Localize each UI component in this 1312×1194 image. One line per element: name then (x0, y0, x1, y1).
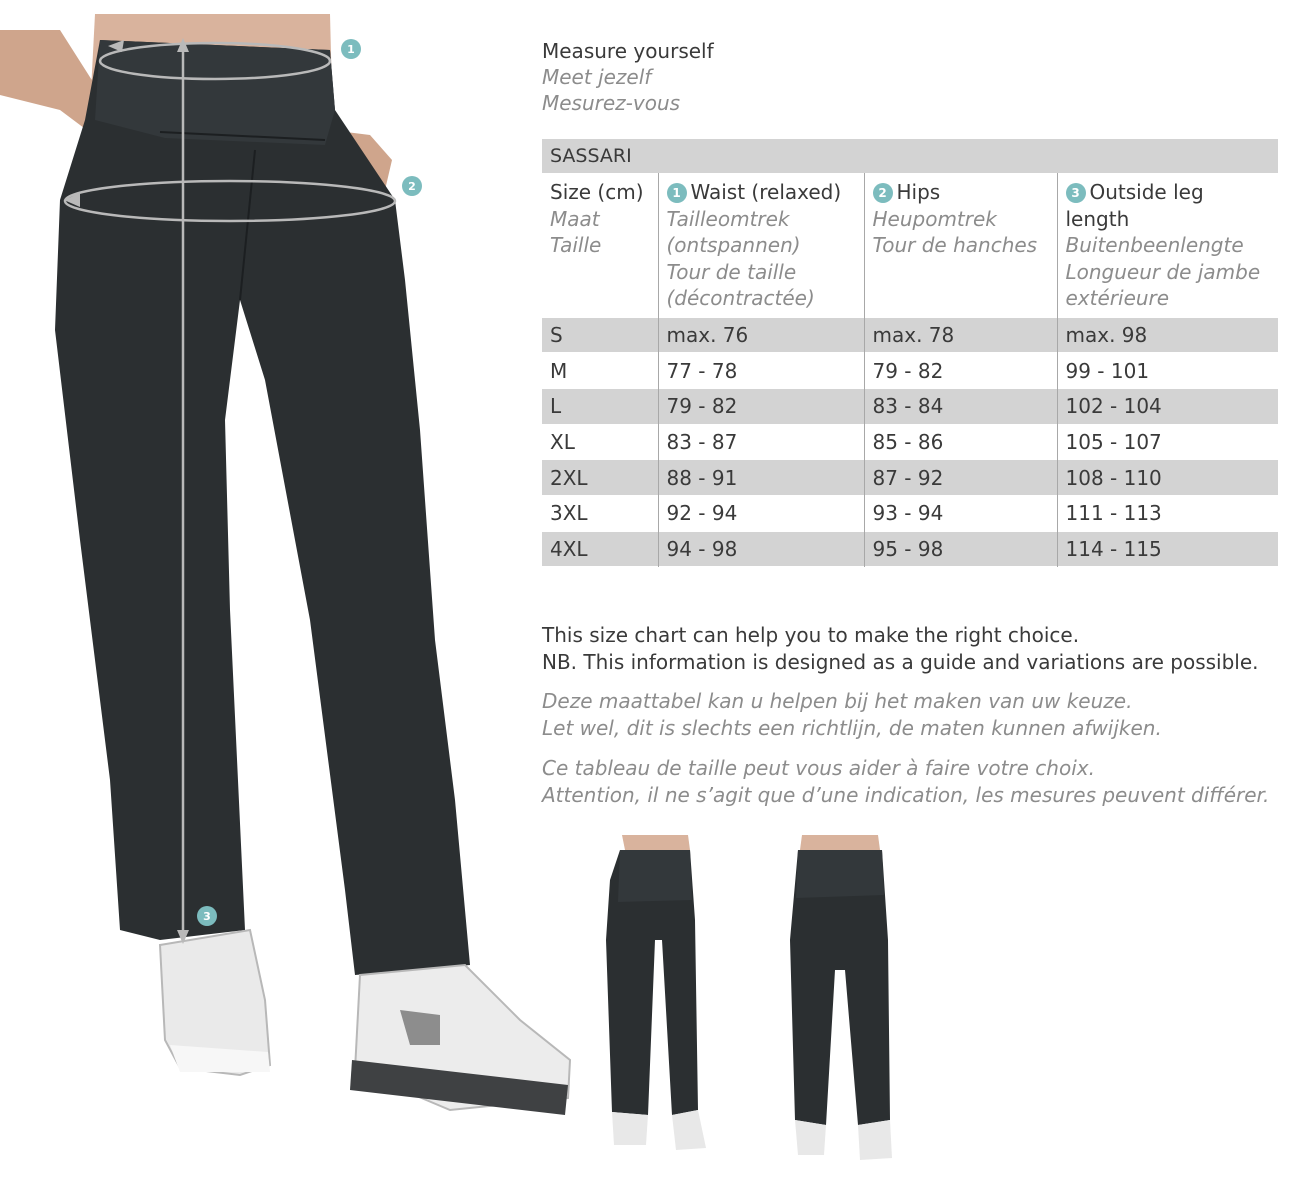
table-row (542, 495, 1278, 531)
table-header-row (542, 173, 1278, 318)
note-en: This size chart can help you to make the right choice. NB. This information is designed as a guide and variations are possible. (542, 623, 1259, 674)
table-cell: 114 - 115 (1057, 531, 1278, 567)
note-nl: Deze maattabel kan u helpen bij het maken van uw keuze. Let wel, dit is slechts een richtlijn, de maten kunnen afwijken. (542, 689, 1162, 740)
table-cell: 92 - 94 (658, 495, 864, 531)
waistband (95, 40, 335, 145)
header-size: Size (cm) Maat Taille (550, 180, 644, 257)
table-cell: 108 - 110 (1057, 460, 1278, 496)
size-rows (542, 318, 1278, 567)
table-cell: M (550, 358, 568, 383)
svg-text:1: 1 (347, 43, 355, 56)
svg-text:3: 3 (203, 910, 211, 923)
table-row (542, 318, 1278, 353)
table-cell: 83 - 87 (658, 424, 864, 460)
heading-nl: Meet jezelf (542, 65, 652, 89)
table-cell: S (542, 318, 658, 353)
table-cell: 99 - 101 (1057, 353, 1278, 389)
table-brand-row (542, 139, 1278, 173)
front-view-image (606, 835, 706, 1150)
hips-badge-icon: 2 (873, 183, 893, 203)
brand-name: SASSARI (542, 139, 1278, 173)
heading-fr: Mesurez-vous (542, 91, 681, 115)
table-cell: max. 98 (1057, 318, 1278, 353)
back-view-image (790, 835, 892, 1160)
table-cell: 102 - 104 (1057, 388, 1278, 424)
table-cell: 79 - 82 (658, 388, 864, 424)
table-cell: 111 - 113 (1057, 495, 1278, 531)
header-leg-length: 3 Outside leg length Buitenbeenlengte Longueur de jambe extérieure (1057, 173, 1278, 318)
table-row (542, 424, 1278, 460)
measure-heading (542, 38, 714, 116)
table-cell: XL (550, 429, 575, 454)
marker-2-icon (402, 176, 422, 196)
waist-badge-icon: 1 (667, 183, 687, 203)
heading-en: Measure yourself (542, 39, 714, 63)
leg-badge-icon: 3 (1066, 183, 1086, 203)
table-cell: 94 - 98 (658, 531, 864, 567)
table-cell: 3XL (550, 501, 588, 526)
table-cell: 85 - 86 (864, 424, 1057, 460)
table-cell: 2XL (542, 460, 658, 496)
table-cell: max. 78 (864, 318, 1057, 353)
table-cell: 4XL (542, 531, 658, 567)
marker-1-icon (341, 39, 361, 59)
note-fr: Ce tableau de taille peut vous aider à faire votre choix. Attention, il ne s’agit que d’une indication, les mesures peuvent différer. (542, 756, 1270, 807)
table-cell: 88 - 91 (658, 460, 864, 496)
right-sneaker (350, 965, 570, 1115)
model-photo (0, 0, 590, 1194)
size-chart-table (542, 139, 1278, 567)
table-cell: 83 - 84 (864, 388, 1057, 424)
svg-text:2: 2 (408, 180, 416, 193)
header-hips: 2 Hips Heupomtrek Tour de hanches (864, 173, 1057, 318)
table-cell: 87 - 92 (864, 460, 1057, 496)
marker-3-icon (197, 906, 217, 926)
table-cell: max. 76 (658, 318, 864, 353)
table-row (542, 388, 1278, 424)
table-row (542, 531, 1278, 567)
table-cell: 95 - 98 (864, 531, 1057, 567)
left-sneaker (160, 930, 270, 1075)
table-cell: 105 - 107 (1057, 424, 1278, 460)
table-row (542, 353, 1278, 389)
table-cell: 79 - 82 (864, 353, 1057, 389)
product-views (590, 820, 910, 1194)
table-row (542, 460, 1278, 496)
table-cell: 77 - 78 (658, 353, 864, 389)
header-waist: 1 Waist (relaxed) Tailleomtrek (ontspannen) Tour de taille (décontractée) (658, 173, 864, 318)
table-cell: 93 - 94 (864, 495, 1057, 531)
table-cell: L (542, 388, 658, 424)
